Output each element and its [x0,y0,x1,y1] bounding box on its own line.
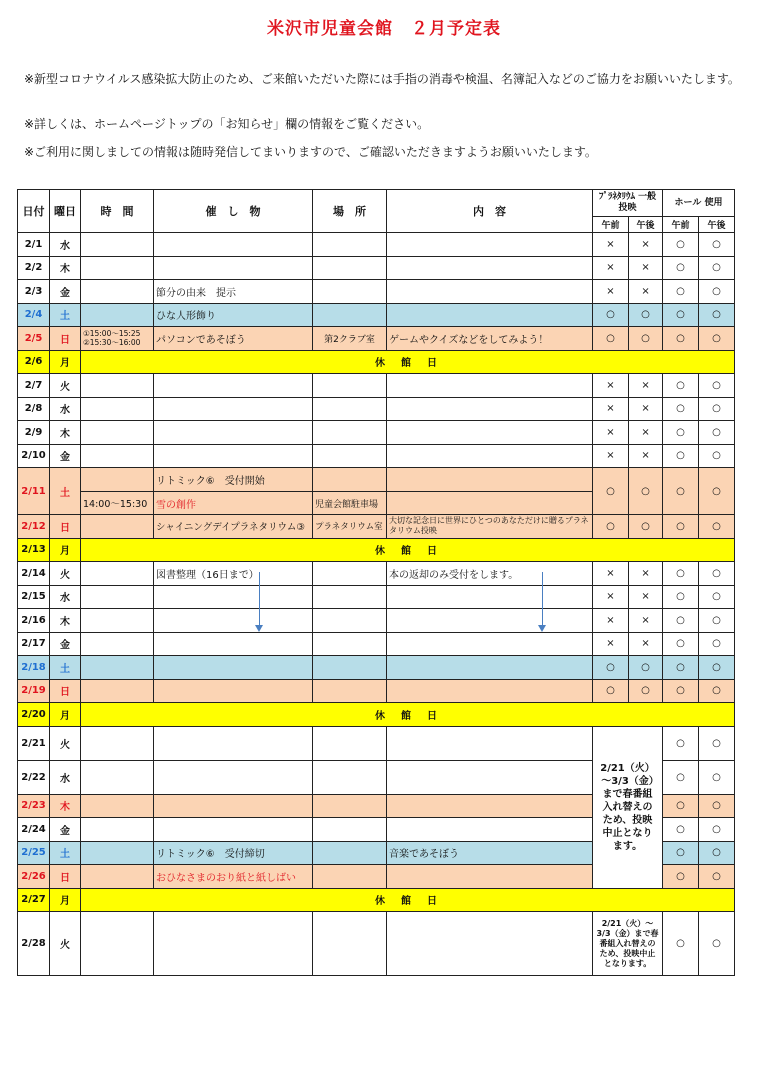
day-cell: 木 [50,421,81,445]
day-cell: 土 [50,303,81,327]
date-cell: 2/10 [18,444,50,468]
mark-cell: ○ [663,794,699,818]
table-row [18,350,735,374]
date-cell: 2/20 [18,703,50,727]
date-cell: 2/11 [18,468,50,515]
date-cell: 2/15 [18,585,50,609]
mark-cell: ○ [699,515,735,539]
table-row [18,679,735,703]
planetarium-suspension-note: 2/21（火）～3/3（金）まで春番組入れ替えのため、投映中止となります。 [593,726,663,888]
mark-cell: ○ [699,303,735,327]
mark-cell: × [593,421,629,445]
day-cell: 水 [50,233,81,257]
mark-cell: ○ [699,562,735,586]
event-cell: ひな人形飾り [154,303,313,327]
mark-cell: ○ [663,562,699,586]
mark-cell: ○ [663,865,699,889]
header-day: 曜日 [50,190,81,233]
day-cell: 月 [50,350,81,374]
time-cell: 14:00～15:30 [81,492,154,515]
table-row [18,303,735,327]
day-cell: 金 [50,818,81,842]
day-cell: 水 [50,397,81,421]
day-cell: 土 [50,656,81,680]
place-cell: 第2クラブ室 [313,327,387,351]
date-cell: 2/19 [18,679,50,703]
event-cell: リトミック⑥ 受付開始 [154,468,313,492]
header-event: 催 し 物 [154,190,313,233]
notice-line: ※ご利用に関しましての情報は随時発信してまいりますので、ご確認いただきますようお願いいたします。 [24,145,597,159]
continuation-arrow-icon [542,572,543,626]
table-row [18,562,735,586]
date-cell: 2/3 [18,280,50,304]
table-row [18,888,735,912]
day-cell: 火 [50,374,81,398]
mark-cell: ○ [593,656,629,680]
day-cell: 木 [50,794,81,818]
mark-cell: ○ [593,303,629,327]
mark-cell: ○ [663,656,699,680]
day-cell: 日 [50,865,81,889]
mark-cell: ○ [663,609,699,633]
table-row [18,726,735,760]
day-cell: 土 [50,468,81,515]
header-date: 日付 [18,190,50,233]
mark-cell: ○ [629,515,663,539]
date-cell: 2/23 [18,794,50,818]
mark-cell: ○ [699,280,735,304]
table-row [18,327,735,351]
day-cell: 木 [50,609,81,633]
mark-cell: × [629,256,663,280]
planetarium-suspension-note: 2/21（火）～3/3（金）まで春番組入れ替えのため、投映中止となります。 [593,912,663,976]
table-row [18,609,735,633]
date-cell: 2/1 [18,233,50,257]
mark-cell: ○ [663,303,699,327]
mark-cell: ○ [699,841,735,865]
table-row [18,703,735,727]
place-cell: プラネタリウム室 [313,515,387,539]
mark-cell: ○ [699,726,735,760]
event-cell: 雪の創作 [154,492,313,515]
content-cell: 本の返却のみ受付をします。 [387,562,593,586]
mark-cell: ○ [663,760,699,794]
mark-cell: ○ [699,397,735,421]
closed-day-label: 休 館 日 [81,888,735,912]
mark-cell: × [629,421,663,445]
date-cell: 2/28 [18,912,50,976]
mark-cell: × [593,233,629,257]
mark-cell: ○ [699,679,735,703]
mark-cell: ○ [629,679,663,703]
date-cell: 2/16 [18,609,50,633]
mark-cell: ○ [663,444,699,468]
mark-cell: ○ [663,374,699,398]
content-cell: ゲームやクイズなどをしてみよう！ [387,327,593,351]
mark-cell: ○ [663,397,699,421]
date-cell: 2/2 [18,256,50,280]
table-row [18,585,735,609]
mark-cell: × [593,585,629,609]
day-cell: 金 [50,444,81,468]
day-cell: 金 [50,280,81,304]
date-cell: 2/17 [18,632,50,656]
mark-cell: ○ [699,656,735,680]
mark-cell: × [629,562,663,586]
mark-cell: ○ [593,679,629,703]
mark-cell: ○ [699,609,735,633]
continuation-arrow-icon [259,572,260,626]
day-cell: 月 [50,538,81,562]
closed-day-label: 休 館 日 [81,703,735,727]
mark-cell: ○ [663,818,699,842]
mark-cell: × [629,233,663,257]
table-row [18,538,735,562]
mark-cell: × [629,609,663,633]
day-cell: 火 [50,912,81,976]
date-cell: 2/18 [18,656,50,680]
mark-cell: ○ [593,327,629,351]
mark-cell: × [593,632,629,656]
mark-cell: ○ [699,760,735,794]
mark-cell: ○ [699,421,735,445]
mark-cell: ○ [699,374,735,398]
schedule-table [17,189,735,976]
date-cell: 2/5 [18,327,50,351]
mark-cell: × [629,374,663,398]
place-cell: 児童会館駐車場 [313,492,387,515]
mark-cell: ○ [629,303,663,327]
day-cell: 土 [50,841,81,865]
date-cell: 2/12 [18,515,50,539]
mark-cell: ○ [699,818,735,842]
header-place: 場 所 [313,190,387,233]
event-cell: パソコンであそぼう [154,327,313,351]
mark-cell: ○ [663,726,699,760]
header-hall: ホール 使用 [663,190,735,217]
mark-cell: × [629,397,663,421]
mark-cell: × [629,632,663,656]
table-row [18,912,735,976]
date-cell: 2/26 [18,865,50,889]
date-cell: 2/27 [18,888,50,912]
mark-cell: ○ [663,468,699,515]
event-cell: 図書整理（16日まで） [154,562,313,586]
date-cell: 2/22 [18,760,50,794]
mark-cell: ○ [663,841,699,865]
mark-cell: ○ [663,515,699,539]
day-cell: 日 [50,515,81,539]
date-cell: 2/21 [18,726,50,760]
page-title: 米沢市児童会館 ２月予定表 [267,19,501,39]
date-cell: 2/24 [18,818,50,842]
mark-cell: ○ [699,585,735,609]
mark-cell: × [629,280,663,304]
header-am: 午前 [663,217,699,233]
mark-cell: ○ [699,468,735,515]
mark-cell: ○ [663,679,699,703]
mark-cell: ○ [699,256,735,280]
event-cell: 節分の由来 提示 [154,280,313,304]
closed-day-label: 休 館 日 [81,538,735,562]
event-cell: リトミック⑥ 受付締切 [154,841,313,865]
date-cell: 2/8 [18,397,50,421]
table-row [18,468,735,492]
date-cell: 2/4 [18,303,50,327]
mark-cell: × [593,256,629,280]
table-row [18,656,735,680]
mark-cell: ○ [629,468,663,515]
event-cell: おひなさまのおり紙と紙しばい [154,865,313,889]
mark-cell: ○ [699,233,735,257]
mark-cell: × [593,280,629,304]
day-cell: 水 [50,585,81,609]
mark-cell: ○ [593,468,629,515]
notice-line: ※新型コロナウイルス感染拡大防止のため、ご来館いただいた際には手指の消毒や検温、名簿記入などのご協力をお願いいたします。 [24,72,740,86]
mark-cell: ○ [629,327,663,351]
content-cell: 音楽であそぼう [387,841,593,865]
date-cell: 2/13 [18,538,50,562]
table-row [18,233,735,257]
table-row [18,444,735,468]
header-planetarium: ﾌﾟﾗﾈﾀﾘｳﾑ 一般投映 [593,190,663,217]
date-cell: 2/25 [18,841,50,865]
day-cell: 火 [50,726,81,760]
mark-cell: × [593,444,629,468]
mark-cell: ○ [593,515,629,539]
mark-cell: ○ [699,632,735,656]
table-row [18,421,735,445]
day-cell: 日 [50,327,81,351]
mark-cell: × [593,374,629,398]
mark-cell: × [593,397,629,421]
header-content: 内 容 [387,190,593,233]
mark-cell: ○ [699,794,735,818]
table-row [18,256,735,280]
time-text: ②15:30～16:00 [83,338,141,348]
mark-cell: ○ [663,585,699,609]
table-row [18,632,735,656]
header-time: 時 間 [81,190,154,233]
table-row [18,397,735,421]
table-row [18,515,735,539]
mark-cell: ○ [663,421,699,445]
day-cell: 金 [50,632,81,656]
date-cell: 2/14 [18,562,50,586]
date-cell: 2/7 [18,374,50,398]
header-am: 午前 [593,217,629,233]
event-cell: シャイニングデイプラネタリウム③ [154,515,313,539]
time-text: ①15:00～15:25 [83,329,141,339]
date-cell: 2/6 [18,350,50,374]
day-cell: 日 [50,679,81,703]
mark-cell: ○ [663,233,699,257]
notice-line: ※詳しくは、ホームページトップの「お知らせ」欄の情報をご覧ください。 [24,117,430,131]
mark-cell: ○ [629,656,663,680]
closed-day-label: 休 館 日 [81,350,735,374]
mark-cell: ○ [663,912,699,976]
table-row [18,374,735,398]
mark-cell: ○ [663,327,699,351]
date-cell: 2/9 [18,421,50,445]
header-pm: 午後 [699,217,735,233]
mark-cell: × [629,585,663,609]
mark-cell: ○ [699,327,735,351]
day-cell: 月 [50,703,81,727]
mark-cell: ○ [699,444,735,468]
mark-cell: × [593,562,629,586]
mark-cell: × [629,444,663,468]
table-row [18,280,735,304]
mark-cell: × [593,609,629,633]
mark-cell: ○ [663,632,699,656]
content-cell: 大切な記念日に世界にひとつのあなただけに贈るプラネタリウム投映 [387,515,593,539]
day-cell: 火 [50,562,81,586]
mark-cell: ○ [699,912,735,976]
mark-cell: ○ [699,865,735,889]
header-pm: 午後 [629,217,663,233]
day-cell: 月 [50,888,81,912]
mark-cell: ○ [663,280,699,304]
day-cell: 水 [50,760,81,794]
day-cell: 木 [50,256,81,280]
mark-cell: ○ [663,256,699,280]
